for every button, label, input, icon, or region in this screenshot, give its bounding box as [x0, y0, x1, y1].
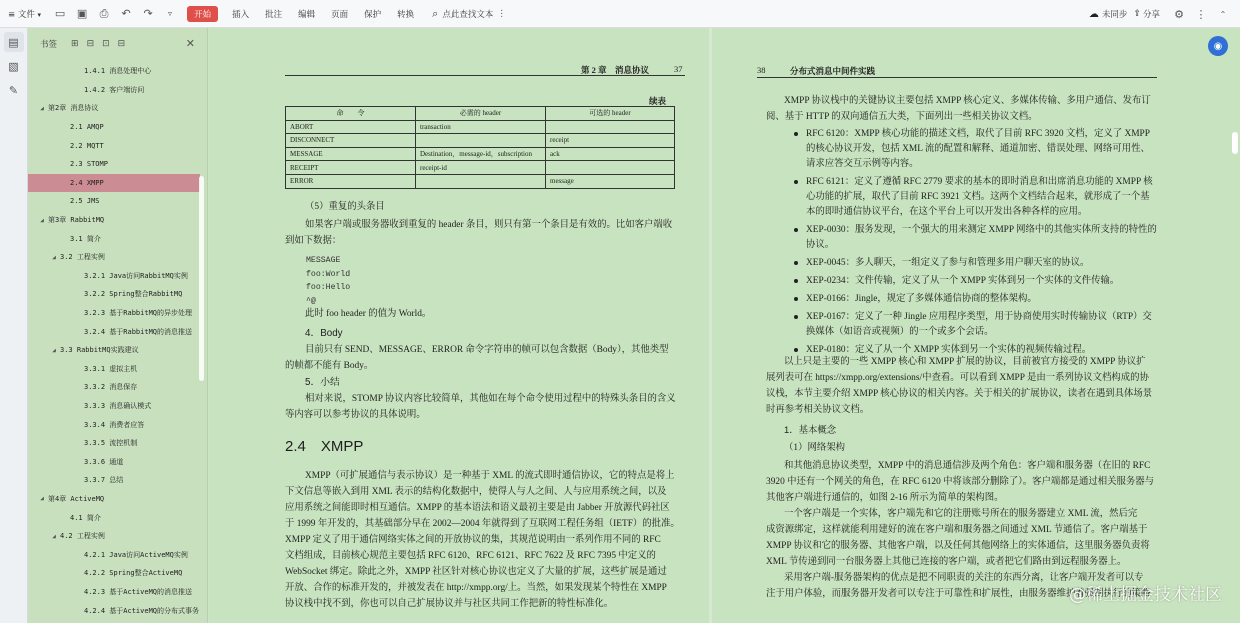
paragraph: 阅、基于 HTTP 的双向通信五大类，下面列出一些相关协议文档。	[766, 112, 1038, 122]
table-cell: receipt-id	[416, 161, 546, 175]
paragraph: 的帧都不能有 Body。	[285, 361, 374, 371]
code-line: ^@	[306, 296, 316, 306]
search-label: 点此查找文本	[442, 9, 494, 20]
bookmark-icon[interactable]: ⊡	[102, 39, 110, 49]
page-number: 37	[674, 64, 683, 74]
share-icon[interactable]: ⇪	[1133, 9, 1141, 19]
bookmark-item[interactable]	[28, 527, 200, 546]
bookmark-label: 4.1 简介	[70, 513, 101, 522]
bookmark-item[interactable]	[28, 81, 200, 100]
bookmark-item[interactable]	[28, 415, 200, 434]
bookmark-item[interactable]	[28, 322, 200, 341]
annotation-panel-icon[interactable]: ✎	[8, 83, 19, 97]
assistant-icon: ◉	[1213, 40, 1223, 52]
open-folder-icon[interactable]: ▭	[54, 7, 66, 20]
section-heading-basic: 1．基本概念	[784, 424, 837, 435]
paragraph: WebSocket 绑定。除此之外，XMPP 社区针对核心协议也定义了大量的扩展，这些扩展是通过	[285, 567, 667, 577]
bookmark-label: 1.4.1 消息处理中心	[84, 67, 152, 76]
paragraph: 一个客户端是一个实体，客户端先和它的注册账号所在的服务器建立 XML 流，然后完	[784, 509, 1138, 519]
table-row	[286, 134, 675, 148]
table-cell	[416, 134, 546, 148]
bookmark-item[interactable]	[28, 136, 200, 155]
redo-icon[interactable]: ↷	[143, 7, 153, 20]
bookmark-label: 4.2.1 Java访问ActiveMQ实例	[84, 550, 188, 559]
table-cell	[546, 161, 675, 175]
paragraph: XMPP 协议栈中的关键协议主要包括 XMPP 核心定义、多媒体传输、多用户通信、发布订	[784, 96, 1151, 106]
bookmark-item[interactable]	[28, 508, 200, 527]
table-row	[286, 161, 675, 175]
bookmark-sidebar	[28, 28, 208, 623]
sidebar-scrollbar[interactable]	[199, 64, 204, 619]
code-line: MESSAGE	[306, 256, 341, 265]
header-table	[285, 106, 675, 189]
paragraph: XMPP 协议和它的服务器、其他客户端，以及任何其他网络上的实体通信，这里服务器负责将	[766, 541, 1150, 551]
watermark: @稀土掘金技术社区	[1069, 585, 1222, 605]
bookmark-label: 3.3.7 总结	[84, 476, 124, 485]
tab-page[interactable]: 页面	[331, 9, 349, 20]
share-button[interactable]: 分享	[1142, 10, 1160, 20]
close-icon[interactable]: ✕	[185, 37, 195, 50]
code-line: foo:Hello	[306, 283, 351, 292]
expand-toggle-icon[interactable]: ◢	[40, 495, 44, 503]
bullet-icon	[794, 348, 798, 352]
bookmark-item[interactable]	[28, 583, 200, 602]
bullet-icon	[794, 228, 798, 232]
bookmark-item[interactable]	[28, 545, 200, 564]
bookmark-label: 第2章 消息协议	[48, 104, 99, 113]
bookmark-item[interactable]	[28, 248, 200, 267]
bookmark-item[interactable]	[28, 267, 200, 286]
chevron-down-icon: ▾	[37, 10, 42, 19]
expand-toggle-icon[interactable]: ◢	[52, 346, 56, 354]
bookmark-label: 3.2.1 Java访问RabbitMQ实例	[84, 271, 188, 280]
bookmark-label: 4.2.3 基于ActiveMQ的消息推送	[84, 587, 193, 596]
expand-toggle-icon[interactable]: ◢	[52, 253, 56, 261]
table-header-row	[286, 107, 675, 121]
dup-header-title: （5）重复的头条目	[305, 202, 385, 212]
sync-status[interactable]: 未同步	[1101, 10, 1128, 20]
paragraph: 如果客户端或服务器收到重复的 header 条目，则只有第一个条目是有效的。比如客户端收	[305, 220, 673, 230]
bookmark-item[interactable]	[28, 452, 200, 471]
table-cell: Destination，message-id，subscription	[416, 147, 546, 161]
page-header-title: 分布式消息中间件实践	[790, 66, 876, 76]
table-cell	[546, 120, 675, 134]
bullet-text: 心功能的扩展，取代了目前 RFC 3921 文档。这两个文档结合起来，就形成了一个基	[806, 192, 1150, 202]
bookmark-item[interactable]	[28, 360, 200, 379]
section-title-xmpp: 2.4 XMPP	[285, 438, 364, 455]
document-scroll-thumb[interactable]	[1232, 132, 1238, 154]
bookmark-item[interactable]	[28, 601, 200, 620]
bullet-icon	[794, 279, 798, 283]
more-icon[interactable]: ⋮	[1195, 7, 1207, 21]
expand-all-icon[interactable]: ⊟	[86, 39, 95, 49]
collapse-all-icon[interactable]: ⊟	[117, 39, 126, 49]
paragraph: 和其他消息协议类型，XMPP 中的消息通信涉及两个角色：客户端和服务器（在旧的 RFC	[784, 461, 1151, 471]
sidebar-scroll-thumb[interactable]	[199, 176, 204, 381]
page-37	[209, 28, 709, 623]
paragraph: 注于用户体验，而服务器开发者可以专注于可靠性和扩展性，由服务器维护着强制执行的策略	[766, 589, 1151, 599]
bookmark-label: 3.3.1 虚拟主机	[84, 364, 138, 373]
bookmark-label: 3.2.2 Spring整合RabbitMQ	[84, 290, 183, 299]
table-cell: ack	[546, 147, 675, 161]
paragraph: 开放、合作的标准开发的，并被发表在 http://xmpp.org/上。当然，如果发现某个特性在 XMPP	[285, 583, 667, 593]
bookmark-label: 2.5 JMS	[70, 197, 100, 206]
file-menu-label: 文件	[17, 9, 35, 20]
bookmark-label: 3.2.3 基于RabbitMQ的异步处理	[84, 309, 193, 318]
bookmark-label: 4.2.4 基于ActiveMQ的分布式事务	[84, 606, 200, 615]
tab-insert[interactable]: 插入	[232, 9, 250, 20]
hamburger-icon: ≡	[8, 9, 16, 20]
table-header-cell: 命 令	[286, 107, 416, 121]
expand-toggle-icon[interactable]: ◢	[40, 216, 44, 224]
save-icon[interactable]: ▣	[76, 7, 88, 20]
code-block	[306, 254, 350, 308]
bookmark-item[interactable]	[28, 99, 200, 118]
section-heading-summary: 5．小结	[305, 377, 340, 388]
bullet-icon	[794, 180, 798, 184]
bullet-text: XEP-0030：服务发现，一个强大的用来测定 XMPP 网络中的其他实体所支持的特性的	[806, 225, 1157, 235]
document-area	[209, 28, 1240, 623]
table-cell: receipt	[546, 134, 675, 148]
bookmark-label: 第4章 ActiveMQ	[48, 494, 105, 503]
bullet-text: XEP-0166：Jingle，规定了多媒体通信协商的整体架构。	[806, 294, 1037, 304]
section-heading-body: 4．Body	[305, 328, 343, 339]
bullet-text: XEP-0234：文件传输，定义了从一个 XMPP 实体到另一个实体的文件传输。	[806, 276, 1120, 286]
bullet-icon	[794, 132, 798, 136]
more-icon: ⋮	[497, 8, 506, 19]
more-chevron-icon[interactable]: ▿	[168, 9, 173, 18]
table-row	[286, 147, 675, 161]
bookmark-item[interactable]	[28, 192, 200, 211]
bookmark-item[interactable]	[28, 471, 200, 490]
paragraph: XMPP（可扩展通信与表示协议）是一种基于 XML 的流式即时通信协议，它的特点是将上	[305, 471, 675, 481]
paragraph: 议栈，本节主要介绍 XMPP 核心协议的相关内容。关于相关的扩展协议，读者在遇到具体场景	[766, 389, 1153, 399]
bullet-text: RFC 6120：XMPP 核心功能的描述文档，取代了目前 RFC 3920 文档，定义了 XMPP	[806, 129, 1150, 139]
collapse-icon[interactable]: ⌃	[1219, 9, 1227, 19]
cloud-sync-icon[interactable]: ☁	[1088, 8, 1099, 20]
bullet-icon	[794, 297, 798, 301]
table-cell: MESSAGE	[286, 147, 416, 161]
tab-annotate[interactable]: 批注	[265, 9, 283, 20]
paragraph: 此时 foo header 的值为 World。	[305, 309, 432, 319]
bookmark-label: 3.3.3 消息确认模式	[84, 401, 152, 410]
undo-icon[interactable]: ↶	[121, 7, 131, 20]
tab-start[interactable]: 开始	[187, 6, 218, 22]
bookmark-item[interactable]	[28, 229, 200, 248]
bookmark-item[interactable]	[28, 490, 200, 509]
menubar-right	[1089, 0, 1234, 28]
page-header-chapter: 第 2 章 消息协议	[581, 65, 650, 75]
paragraph: 文档组成，目前核心规范主要包括 RFC 6120、RFC 6121、RFC 7622 及 RFC 7395 中定义的	[285, 551, 656, 561]
add-bookmark-icon[interactable]: ⊞	[71, 39, 79, 49]
bookmark-label: 2.1 AMQP	[70, 123, 104, 132]
table-header-cell: 必需的 header	[416, 107, 546, 121]
paragraph: 相对来说，STOMP 协议内容比较简单，其他如在每个命令使用过程中的特殊头条目的含义	[305, 394, 676, 404]
bullet-icon	[794, 261, 798, 265]
bullet-text: XEP-0045：多人聊天，一组定义了参与和管理多用户聊天室的协议。	[806, 258, 1090, 268]
bullet-text: XEP-0167：定义了一种 Jingle 应用程序类型，用于协商使用实时传输协议（RTP）交	[806, 312, 1152, 322]
bookmark-item[interactable]	[28, 378, 200, 397]
page-number: 38	[757, 65, 766, 75]
sidebar-header	[28, 28, 207, 60]
bookmark-label: 2.4 XMPP	[70, 178, 104, 187]
paragraph: 展列表可在 https://xmpp.org/extensions/中查看。可以看到 XMPP 是由一系列协议文档构成的协	[766, 373, 1149, 383]
bookmark-label: 3.2 工程实例	[60, 253, 105, 262]
print-icon[interactable]: ⎙	[99, 6, 109, 20]
tab-edit[interactable]: 编辑	[298, 9, 316, 20]
bookmark-label: 3.3.5 流控机制	[84, 439, 138, 448]
page-38	[712, 28, 1240, 623]
search-box[interactable]	[432, 7, 506, 21]
bookmark-item[interactable]	[28, 397, 200, 416]
bookmark-item[interactable]	[28, 62, 200, 81]
file-menu[interactable]	[0, 8, 49, 20]
bookmark-item[interactable]	[28, 564, 200, 583]
table-row	[286, 120, 675, 134]
bullet-text: 协议。	[806, 240, 835, 250]
bookmark-label: 3.1 简介	[70, 234, 101, 243]
left-rail	[0, 28, 28, 623]
bullet-text: RFC 6121：定义了遵循 RFC 2779 要求的基本的即时消息和出席消息功能的 XMPP 核	[806, 177, 1153, 187]
bookmark-item[interactable]	[28, 211, 200, 230]
table-cell: transaction	[416, 120, 546, 134]
search-icon: ⌕	[432, 6, 439, 20]
bullet-text: 的核心协议开发，包括 XML 流的配置和解释、通道加密、错误处理、网络可用性、	[806, 144, 1150, 154]
paragraph: 其他客户端进行通信的，如图 2-16 所示为简单的架构图。	[766, 493, 1004, 503]
paragraph: 3920 中还有一个网关的角色，在 RFC 6120 中将该部分删除了）。客户端都是通过相关服务器与	[766, 477, 1155, 487]
paragraph: 以上只是主要的一些 XMPP 核心和 XMPP 扩展的协议，目前被官方接受的 XMPP 协议扩	[784, 357, 1146, 367]
bullet-text: 本的即时通信协议平台，在这个平台上可以开发出各种各样的应用。	[806, 207, 1088, 217]
gear-icon[interactable]: ⚙	[1174, 7, 1184, 21]
bookmark-label: 3.3 RabbitMQ实践建议	[60, 346, 139, 355]
table-row	[286, 174, 675, 188]
bookmark-item[interactable]	[28, 155, 200, 174]
table-header-cell: 可选的 header	[546, 107, 675, 121]
table-cell: ABORT	[286, 120, 416, 134]
paragraph: 采用客户端-服务器架构的优点是把不同职责的关注的东西分离，让客户端开发者可以专	[784, 573, 1144, 583]
tab-convert[interactable]: 转换	[397, 9, 415, 20]
document-scrollbar[interactable]	[1230, 28, 1240, 623]
bookmark-label: 4.2.2 Spring整合ActiveMQ	[84, 569, 183, 578]
table-continued-label: 续表	[649, 96, 667, 106]
paragraph: 下文信息等嵌入到用 XML 表示的结构化数据中，使得人与人之间、人与应用系统之间，以及	[285, 487, 667, 497]
table-cell: ERROR	[286, 174, 416, 188]
bookmark-label: 第3章 RabbitMQ	[48, 216, 105, 225]
menubar	[0, 0, 1240, 28]
bookmark-item[interactable]	[28, 434, 200, 453]
bookmark-panel-icon[interactable]: ▤	[4, 32, 24, 52]
bookmark-label: 3.3.6 通道	[84, 457, 124, 466]
bullet-text: XEP-0180：定义了从一个 XMPP 实体到另一个实体的视频传输过程。	[806, 345, 1092, 355]
table-cell: RECEIPT	[286, 161, 416, 175]
paragraph: 协议栈中找不到，你也可以自己扩展协议并与社区共同工作把新的特性标准化。	[285, 599, 614, 609]
section-heading-arch: （1）网络架构	[784, 443, 845, 453]
bookmark-label: 3.3.4 消费者应答	[84, 420, 145, 429]
paragraph: 到如下数据：	[285, 236, 342, 246]
bookmark-label: 1.4.2 客户端访问	[84, 85, 145, 94]
bookmark-item[interactable]	[28, 174, 200, 193]
paragraph: 成资源绑定，这样就能利用建好的流在客户端和服务器之间通过 XML 节通信了。客户端基于	[766, 525, 1148, 535]
thumbnail-panel-icon[interactable]: ▧	[8, 59, 19, 73]
bookmark-label: 2.3 STOMP	[70, 160, 108, 169]
bookmark-item[interactable]	[28, 304, 200, 323]
bullet-text: 请求应答交互示例等内容。	[806, 159, 919, 169]
bookmark-tree	[28, 62, 200, 620]
paragraph: 于 1999 年开发的，其基础部分早在 2002—2004 年就得到了互联网工程任务组（IETF）的批准。	[285, 519, 680, 529]
bookmark-label: 4.2 工程实例	[60, 532, 105, 541]
tab-protect[interactable]: 保护	[364, 9, 382, 20]
expand-toggle-icon[interactable]: ◢	[40, 104, 44, 112]
bullet-text: 换媒体（如语音或视频）的一个或多个会话。	[806, 327, 994, 337]
sidebar-title: 书签	[40, 40, 58, 50]
table-cell	[416, 174, 546, 188]
table-cell: DISCONNECT	[286, 134, 416, 148]
bookmark-label: 3.3.2 消息保存	[84, 383, 138, 392]
paragraph: 时再参考相关协议文档。	[766, 405, 870, 415]
assistant-button[interactable]	[1208, 36, 1228, 56]
bookmark-item[interactable]	[28, 341, 200, 360]
header-rule	[757, 77, 1157, 78]
table-cell: message	[546, 174, 675, 188]
expand-toggle-icon[interactable]: ◢	[52, 532, 56, 540]
bookmark-item[interactable]	[28, 285, 200, 304]
code-line: foo:World	[306, 269, 351, 279]
paragraph: XML 节传递到同一台服务器上其他已连接的客户端，或者把它们路由到远程服务器上。	[766, 557, 1127, 567]
bookmark-label: 2.2 MQTT	[70, 141, 104, 150]
paragraph: 目前只有 SEND、MESSAGE、ERROR 命令字符串的帧可以包含数据（Body），其他类型	[305, 345, 669, 355]
paragraph: 等内容可以参考协议的具体说明。	[285, 410, 426, 420]
paragraph: 应用系统之间能即时相互通信。XMPP 的基本语法和语义最初主要是由 Jabber 开放源代码社区	[285, 503, 670, 513]
bullet-icon	[794, 315, 798, 319]
bookmark-label: 3.2.4 基于RabbitMQ的消息推送	[84, 327, 193, 336]
paragraph: XMPP 定义了用于通信网络实体之间的开放协议的集，其规范说明由一系列作用不同的 RFC	[285, 535, 661, 545]
bookmark-item[interactable]	[28, 118, 200, 137]
